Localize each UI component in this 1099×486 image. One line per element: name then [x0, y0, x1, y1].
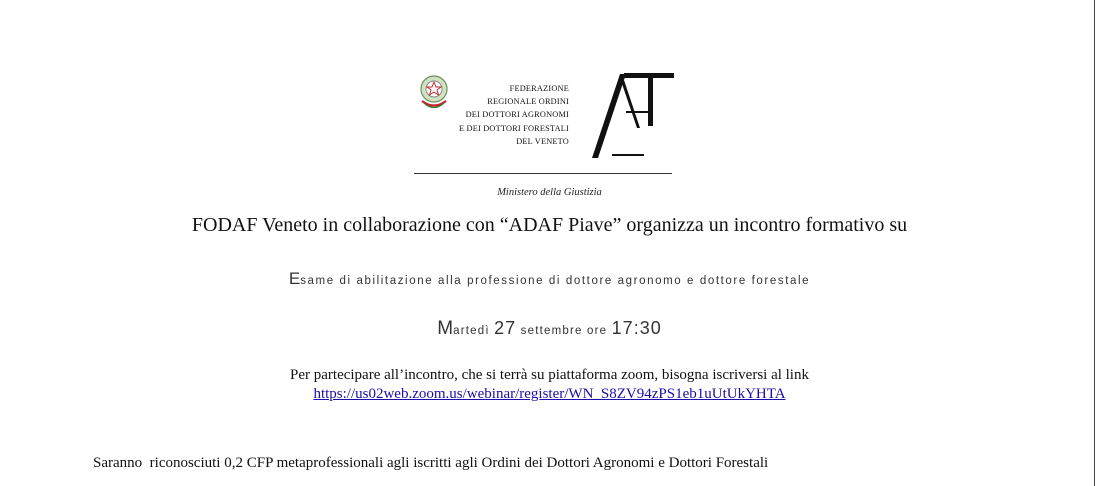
page-edge-rule — [1094, 0, 1095, 486]
federation-name — [459, 82, 569, 148]
date-month-ore: settembre ore — [520, 325, 608, 337]
federation-line: DEL VENETO — [516, 136, 569, 146]
registration-text: Per partecipare all’incontro, che si terrà su piattaforma zoom, bisogna iscriversi al link — [290, 367, 809, 383]
registration-info — [0, 366, 1099, 404]
date-day-rest: artedì — [453, 325, 490, 337]
date-time: 17:30 — [611, 318, 662, 338]
federation-line: DEI DOTTORI AGRONOMI — [465, 110, 569, 120]
event-date — [0, 318, 1099, 340]
topic-initial: E — [288, 269, 301, 288]
date-day-number: 27 — [494, 318, 517, 338]
federation-logo — [414, 68, 674, 178]
topic-text: same di abilitazione alla professione di dottore agronomo e dottore forestale — [300, 275, 811, 287]
registration-link[interactable]: https://us02web.zoom.us/webinar/register/WN_S8ZV94zPS1eb1uUtUkYHTA — [313, 386, 786, 402]
event-topic — [0, 269, 1099, 289]
event-headline: FODAF Veneto in collaborazione con “ADAF Piave” organizza un incontro formativo su — [191, 214, 908, 236]
logo-divider — [414, 173, 672, 174]
federation-line: REGIONALE ORDINI — [487, 97, 569, 107]
italian-republic-emblem-icon — [416, 72, 452, 112]
federation-line: E DEI DOTTORI FORESTALI — [458, 123, 569, 133]
federation-line: FEDERAZIONE — [509, 84, 569, 93]
date-day-initial: M — [437, 318, 454, 339]
ministry-caption: Ministero della Giustizia — [497, 187, 602, 198]
cfp-notice: Saranno riconosciuti 0,2 CFP metaprofessionali agli iscritti agli Ordini dei Dottori Agronomi e Dottori Forestali — [93, 455, 769, 471]
af-logo-mark-icon — [584, 68, 676, 160]
